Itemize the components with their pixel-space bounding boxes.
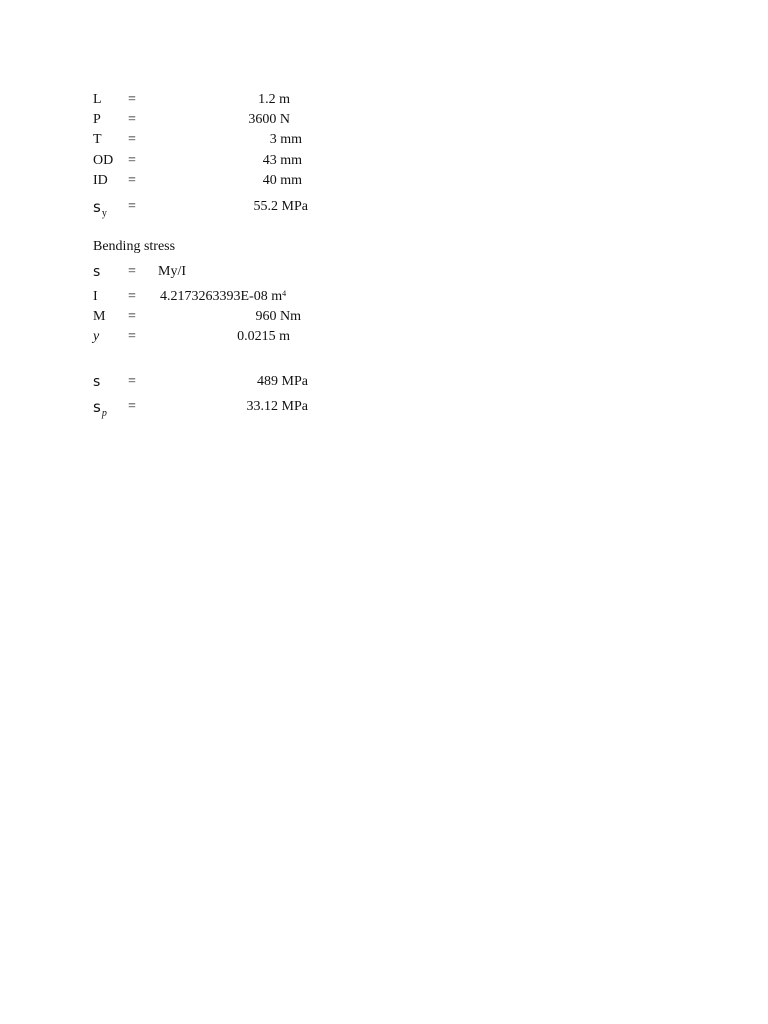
symbol-T: T — [93, 132, 102, 147]
row-ID — [0, 171, 400, 191]
value-T: 3 mm — [269, 132, 302, 147]
equals-sign: = — [128, 309, 136, 324]
value-sy: 55.2 MPa — [253, 199, 308, 214]
symbol-L: L — [93, 92, 102, 107]
symbol-sy: $s_y$ — [93, 198, 107, 219]
equals-sign: = — [128, 399, 136, 414]
equals-sign: = — [128, 374, 136, 389]
symbol-I: I — [93, 289, 98, 304]
value-sp: 33.12 MPa — [246, 399, 308, 414]
row-P — [0, 110, 400, 130]
row-T — [0, 130, 400, 150]
value-s-result: 489 MPa — [257, 374, 308, 389]
value-M: 960 Nm — [255, 309, 301, 324]
row-L — [0, 90, 400, 110]
equals-sign: = — [128, 289, 136, 304]
equals-sign: = — [128, 153, 136, 168]
row-s-result — [0, 372, 400, 392]
equals-sign: = — [128, 329, 136, 344]
row-s-formula — [0, 262, 400, 282]
value-OD: 43 mm — [262, 153, 302, 168]
row-sy — [0, 197, 400, 217]
equals-sign: = — [128, 199, 136, 214]
equals-sign: = — [128, 92, 136, 107]
row-I — [0, 287, 400, 307]
symbol-P: P — [93, 112, 101, 127]
symbol-M: M — [93, 309, 106, 324]
value-ID: 40 mm — [262, 173, 302, 188]
symbol-ID: ID — [93, 173, 108, 188]
row-OD — [0, 151, 400, 171]
equals-sign: = — [128, 173, 136, 188]
symbol-s: s — [93, 374, 101, 390]
symbol-OD: OD — [93, 153, 114, 168]
value-I: 4.2173263393E-08 $m^4$ — [160, 289, 287, 304]
value-y: 0.0215 m — [237, 329, 290, 344]
symbol-y: y — [93, 329, 100, 344]
equals-sign: = — [128, 112, 136, 127]
row-sp — [0, 397, 400, 417]
value-P: 3600 N — [248, 112, 290, 127]
row-y — [0, 327, 400, 347]
formula-text: My/I — [158, 264, 186, 279]
section-heading-bending-stress: Bending stress — [93, 239, 176, 254]
row-M — [0, 307, 400, 327]
symbol-s: s — [93, 264, 101, 280]
value-L: 1.2 m — [258, 92, 290, 107]
symbol-sp: $s_p$ — [93, 398, 107, 419]
equals-sign: = — [128, 132, 136, 147]
equals-sign: = — [128, 264, 136, 279]
